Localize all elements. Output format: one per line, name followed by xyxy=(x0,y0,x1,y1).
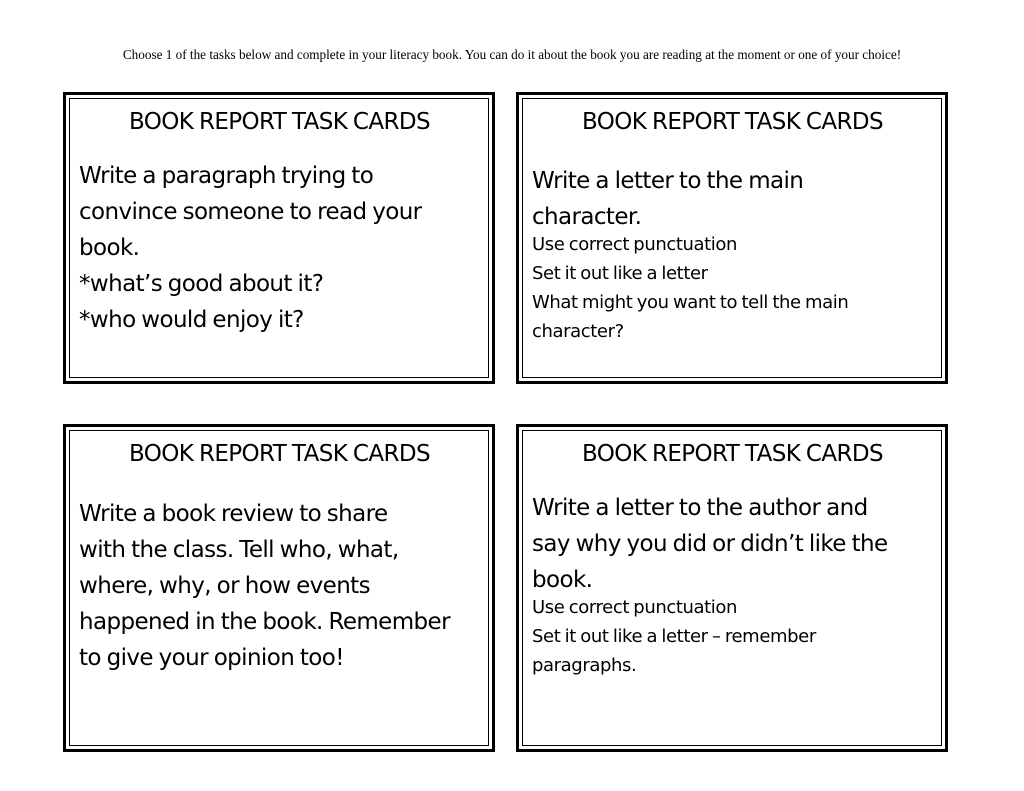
card-inner-border xyxy=(69,98,489,378)
card-task-line: say why you did or didn’t like the xyxy=(532,531,888,557)
card-note-line: Set it out like a letter xyxy=(532,263,708,284)
card-task-line: character. xyxy=(532,204,642,230)
card-task-line: book. xyxy=(79,235,140,261)
card-notes xyxy=(532,230,933,346)
card-inner-border xyxy=(69,430,489,746)
task-card-book-review xyxy=(63,424,495,752)
task-card-persuasive-paragraph xyxy=(63,92,495,384)
card-task-line: with the class. Tell who, what, xyxy=(79,537,399,563)
card-note-line: Set it out like a letter – remember xyxy=(532,626,816,647)
card-title: BOOK REPORT TASK CARDS xyxy=(581,109,883,135)
card-note-line: paragraphs. xyxy=(532,655,637,676)
card-task-line: where, why, or how events xyxy=(79,573,370,599)
card-title: BOOK REPORT TASK CARDS xyxy=(581,441,883,467)
card-note-line: Use correct punctuation xyxy=(532,597,738,618)
card-inner-border xyxy=(522,430,942,746)
card-task-text xyxy=(532,163,933,235)
card-note-line: character? xyxy=(532,321,624,342)
task-card-letter-to-author xyxy=(516,424,948,752)
task-card-letter-to-character xyxy=(516,92,948,384)
card-task-text xyxy=(79,158,480,338)
card-task-line: book. xyxy=(532,567,593,593)
card-task-line: *who would enjoy it? xyxy=(79,307,304,333)
card-note-line: Use correct punctuation xyxy=(532,234,738,255)
instructions-text: Choose 1 of the tasks below and complete in your literacy book. You can do it about the book you are reading at the moment or one of your choice! xyxy=(122,47,902,62)
card-task-line: Write a letter to the author and xyxy=(532,495,868,521)
card-inner-border xyxy=(522,98,942,378)
card-notes xyxy=(532,593,933,680)
card-task-text xyxy=(532,490,933,598)
card-task-line: convince someone to read your xyxy=(79,199,422,225)
card-task-line: Write a book review to share xyxy=(79,501,388,527)
card-note-line: What might you want to tell the main xyxy=(532,292,849,313)
card-task-line: *what’s good about it? xyxy=(79,271,324,297)
card-task-text xyxy=(79,496,480,676)
card-task-line: Write a letter to the main xyxy=(532,168,804,194)
card-task-line: happened in the book. Remember xyxy=(79,609,450,635)
card-task-line: Write a paragraph trying to xyxy=(79,163,374,189)
card-title: BOOK REPORT TASK CARDS xyxy=(128,109,430,135)
card-title: BOOK REPORT TASK CARDS xyxy=(128,441,430,467)
card-task-line: to give your opinion too! xyxy=(79,645,344,671)
